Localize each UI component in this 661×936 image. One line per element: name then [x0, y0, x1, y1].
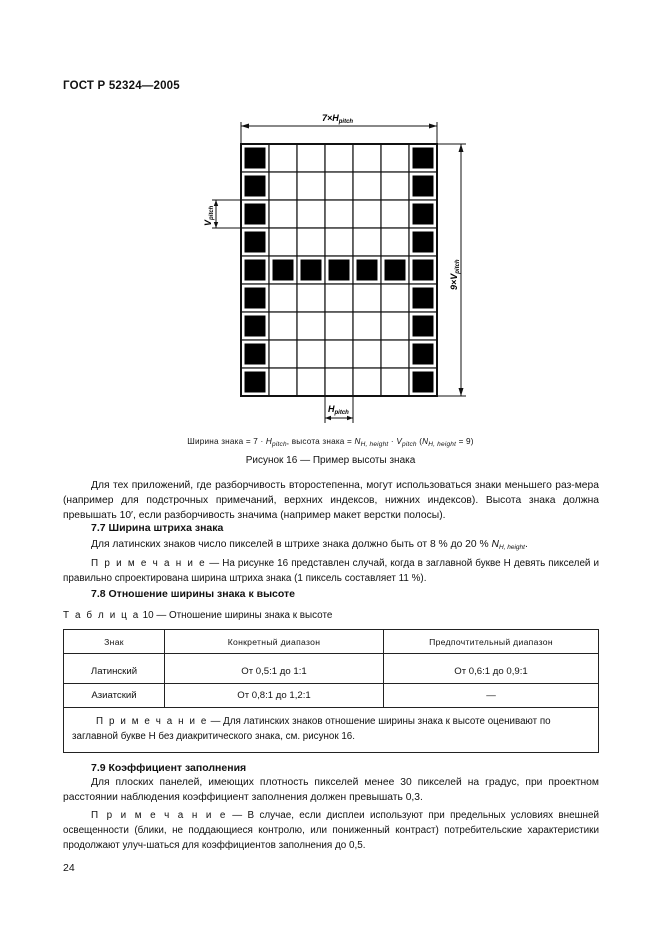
filled-pixel: [245, 344, 266, 365]
filled-pixel: [413, 344, 434, 365]
grid-cell: [353, 144, 381, 172]
grid-cell: [381, 312, 409, 340]
grid-cell: [269, 368, 297, 396]
hpitch-label: $H_{pitch}$: [328, 404, 349, 416]
section-7-9-heading: 7.9 Коэффициент заполнения: [91, 762, 247, 774]
grid-cell: [325, 200, 353, 228]
document-header: ГОСТ Р 52324—2005: [63, 80, 180, 92]
column-header: Конкретный диапазон: [165, 630, 384, 654]
grid-cell: [325, 228, 353, 256]
table-cell: Латинский: [64, 654, 165, 684]
grid-cell: [325, 368, 353, 396]
grid-cell: [381, 144, 409, 172]
filled-pixel: [329, 260, 350, 281]
section-7-9-note: П р и м е ч а н и е — В случае, если дисплеи используют при предельных условиях внешней освещенности (блики, не поддающиеся контролю, или пониженный контраст) потребительские характеристики продолжают улуч-шаться для коэффициентов заполнения до 0,5.: [63, 810, 599, 852]
paragraph-small-characters: Для тех приложений, где разборчивость второстепенна, могут использоваться знаки меньшего раз-мера (например для подстрочных примечаний, верхних индексов, нижних индексов). Высота знака должна превышать 10′, если разборчивость значима (например макет верстки полосы).: [63, 480, 599, 522]
section-7-7-note: П р и м е ч а н и е — На рисунке 16 представлен случай, когда в заглавной букве Н девять пикселей и правильно спроектирована ширина штриха знака (1 пиксель составляет 11 %).: [63, 558, 600, 585]
section-7-7-text: Для латинских знаков число пикселей в штрихе знака должно быть от 8 % до 20 % $N_{H, height}$.: [91, 539, 528, 551]
grid-cell: [353, 284, 381, 312]
section-7-8-heading: 7.8 Отношение ширины знака к высоте: [91, 588, 296, 600]
grid-cell: [325, 340, 353, 368]
grid-cell: [353, 368, 381, 396]
filled-pixel: [245, 232, 266, 253]
grid-cell: [353, 172, 381, 200]
grid-cell: [297, 284, 325, 312]
grid-cell: [325, 284, 353, 312]
grid-cell: [269, 284, 297, 312]
grid-cell: [297, 312, 325, 340]
table-cell: От 0,6:1 до 0,9:1: [384, 654, 599, 684]
grid-cell: [353, 228, 381, 256]
filled-pixel: [413, 288, 434, 309]
grid-cell: [381, 340, 409, 368]
vpitch-label: $V_{pitch}$: [203, 205, 215, 226]
filled-pixel: [245, 148, 266, 169]
section-7-7-heading: 7.7 Ширина штриха знака: [91, 522, 224, 534]
table-cell: От 0,8:1 до 1,2:1: [165, 684, 384, 708]
filled-pixel: [413, 148, 434, 169]
filled-pixel: [413, 316, 434, 337]
grid-cell: [297, 144, 325, 172]
grid-cell: [325, 172, 353, 200]
width-dimension-label: $7\times H_{pitch}$: [322, 113, 354, 125]
filled-pixel: [245, 288, 266, 309]
table-10-title: Т а б л и ц а 10 — Отношение ширины знака к высоте: [63, 610, 333, 621]
grid-cell: [381, 228, 409, 256]
grid-cell: [381, 172, 409, 200]
filled-pixel: [245, 372, 266, 393]
filled-pixel: [245, 204, 266, 225]
column-header: Предпочтительный диапазон: [384, 630, 599, 654]
grid-cell: [353, 200, 381, 228]
table-cell: Азиатский: [64, 684, 165, 708]
grid-cell: [381, 284, 409, 312]
grid-cell: [297, 340, 325, 368]
table-cell: От 0,5:1 до 1:1: [165, 654, 384, 684]
page-number: 24: [63, 862, 75, 874]
filled-pixel: [413, 204, 434, 225]
grid-cell: [381, 200, 409, 228]
grid-cell: [269, 172, 297, 200]
grid-cell: [269, 312, 297, 340]
grid-cell: [353, 340, 381, 368]
grid-cell: [297, 172, 325, 200]
filled-pixel: [245, 316, 266, 337]
height-dimension-label: $9\times V_{pitch}$: [449, 259, 461, 290]
table-row: [64, 654, 599, 684]
filled-pixel: [413, 232, 434, 253]
grid-cell: [297, 368, 325, 396]
table-note: П р и м е ч а н и е — Для латинских знаков отношение ширины знака к высоте оценивают по заглавной букве Н без диакритического знака, см. рисунок 16.: [64, 708, 599, 753]
table-row: [64, 684, 599, 708]
grid-cell: [297, 228, 325, 256]
filled-pixel: [245, 260, 266, 281]
table-cell: —: [384, 684, 599, 708]
grid-cell: [269, 200, 297, 228]
filled-pixel: [357, 260, 378, 281]
figure-formula: Ширина знака = $7 \cdot H_{pitch}$, высота знака = $N_{H, height} \cdot V_{pitch}$ $(N_{H, height} = 9)$: [187, 437, 474, 448]
grid-cell: [269, 228, 297, 256]
filled-pixel: [385, 260, 406, 281]
grid-cell: [269, 144, 297, 172]
grid-cell: [269, 340, 297, 368]
filled-pixel: [273, 260, 294, 281]
figure-caption: Рисунок 16 — Пример высоты знака: [245, 455, 416, 466]
section-7-9-text: Для плоских панелей, имеющих плотность пикселей менее 30 пикселей на градус, при проектном расстоянии наблюдения коэффициент заполнения должен превышать 0,3.: [63, 777, 599, 804]
ratio-table: [63, 629, 599, 753]
column-header: Знак: [64, 630, 165, 654]
filled-pixel: [245, 176, 266, 197]
grid-cell: [297, 200, 325, 228]
filled-pixel: [413, 372, 434, 393]
table-header-row: [64, 630, 599, 654]
filled-pixel: [413, 260, 434, 281]
grid-cell: [325, 312, 353, 340]
filled-pixel: [301, 260, 322, 281]
table-note-row: [64, 708, 599, 753]
filled-pixel: [413, 176, 434, 197]
grid-cell: [325, 144, 353, 172]
grid-cell: [353, 312, 381, 340]
grid-cell: [381, 368, 409, 396]
